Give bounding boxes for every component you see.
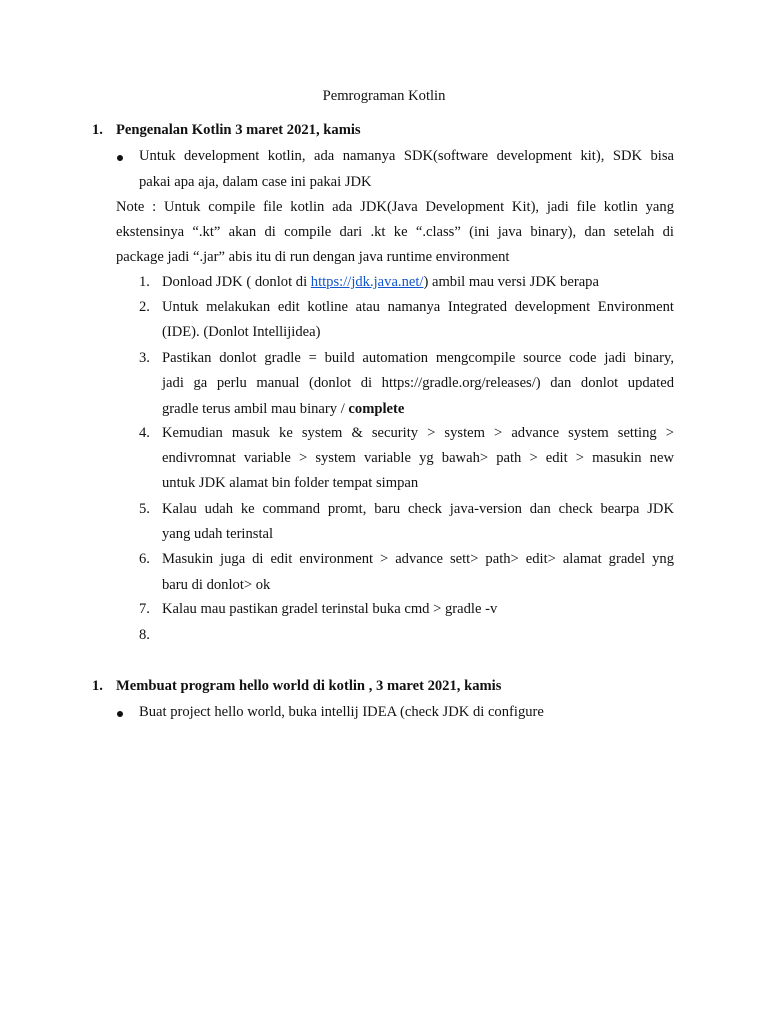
step-7-number: 7. <box>139 601 150 617</box>
step-1-text-post: ) ambil mau versi JDK berapa <box>423 274 599 290</box>
step-4-number: 4. <box>139 425 150 441</box>
section-2-bullet-line-1: Buat project hello world, buka intellij IDEA (check JDK di configure <box>139 704 544 720</box>
step-4-line-1: Kemudian masuk ke system & security > system > advance system setting > <box>162 425 674 441</box>
note-line-2: ekstensinya “.kt” akan di compile dari .kt ke “.class” (ini java binary), dan setelah di <box>116 224 674 240</box>
step-2-line-1: Untuk melakukan edit kotline atau namanya Integrated development Environment <box>162 299 674 315</box>
step-8-number: 8. <box>139 627 150 643</box>
step-3-line-1: Pastikan donlot gradle = build automation mengcompile source code jadi binary, <box>162 350 674 366</box>
step-3-bold-text: complete <box>348 401 405 417</box>
section-2-number: 1. <box>92 678 103 694</box>
step-2-number: 2. <box>139 299 150 315</box>
note-line-3: package jadi “.jar” abis itu di run dengan java runtime environment <box>116 249 510 265</box>
bullet-icon <box>117 155 123 161</box>
step-1-text-pre: Donload JDK ( donlot di <box>162 274 311 290</box>
step-3-line-3-text: gradle terus ambil mau binary / <box>162 401 349 417</box>
step-5-line-2: yang udah terinstal <box>162 526 274 542</box>
note-line-1: Note : Untuk compile file kotlin ada JDK(Java Development Kit), jadi file kotlin yang <box>116 199 674 215</box>
section-1-bullet-line-2: pakai apa aja, dalam case ini pakai JDK <box>139 174 372 190</box>
step-6-number: 6. <box>139 551 150 567</box>
step-1-number: 1. <box>139 274 150 290</box>
section-1-heading: Pengenalan Kotlin 3 maret 2021, kamis <box>116 122 361 138</box>
step-1-text <box>162 274 599 291</box>
step-5-number: 5. <box>139 501 150 517</box>
page-title: Pemrograman Kotlin <box>322 88 446 104</box>
step-3-number: 3. <box>139 350 150 366</box>
section-1-bullet-line-1: Untuk development kotlin, ada namanya SDK(software development kit), SDK bisa <box>139 148 674 164</box>
step-4-line-3: untuk JDK alamat bin folder tempat simpan <box>162 475 419 491</box>
step-4-line-2: endivromnat variable > system variable yg bawah> path > edit > masukin new <box>162 450 674 466</box>
jdk-download-link[interactable]: https://jdk.java.net/ <box>310 274 424 290</box>
section-2-heading: Membuat program hello world di kotlin , 3 maret 2021, kamis <box>116 678 502 694</box>
section-1-number: 1. <box>92 122 103 138</box>
step-6-line-1: Masukin juga di edit environment > advance sett> path> edit> alamat gradel yng <box>162 551 674 567</box>
bullet-icon <box>117 711 123 717</box>
step-2-line-2: (IDE). (Donlot Intellijidea) <box>162 324 321 340</box>
step-6-line-2: baru di donlot> ok <box>162 577 271 593</box>
step-5-line-1: Kalau udah ke command promt, baru check java-version dan check bearpa JDK <box>162 501 674 517</box>
step-3-line-2: jadi ga perlu manual (donlot di https://gradle.org/releases/) dan donlot updated <box>162 375 674 391</box>
step-7-line-1: Kalau mau pastikan gradel terinstal buka cmd > gradle -v <box>162 601 498 617</box>
step-3-line-3 <box>162 401 404 418</box>
